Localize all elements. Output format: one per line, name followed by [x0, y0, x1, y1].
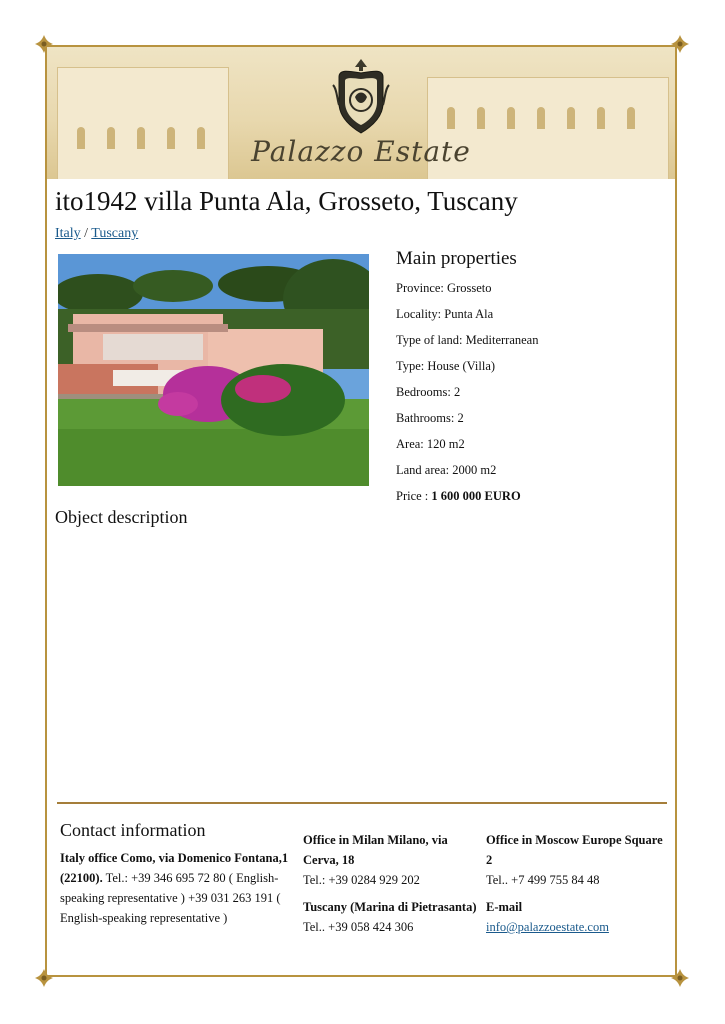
contact-divider	[57, 802, 667, 804]
window	[567, 107, 575, 129]
main-properties-heading: Main properties	[396, 248, 517, 269]
moscow-office-phone: Tel.. +7 499 755 84 48	[486, 873, 600, 887]
property-value: 2000 m2	[452, 463, 497, 477]
property-label: Province:	[396, 281, 444, 295]
property-row-bedrooms	[396, 384, 666, 410]
property-value: House (Villa)	[427, 359, 496, 373]
breadcrumb-link-italy[interactable]: Italy	[55, 226, 81, 241]
breadcrumb-separator: /	[84, 226, 89, 241]
price-label: Price :	[396, 489, 429, 503]
window	[627, 107, 635, 129]
property-value: Grosseto	[447, 281, 492, 295]
property-row-price	[396, 488, 666, 514]
window	[507, 107, 515, 129]
window	[537, 107, 545, 129]
property-label: Bedrooms:	[396, 385, 451, 399]
property-row-bathrooms	[396, 410, 666, 436]
corner-ornament-icon	[669, 967, 691, 989]
window	[477, 107, 485, 129]
crest-logo-icon	[329, 55, 393, 137]
property-value: 2	[457, 411, 464, 425]
moscow-office-address: Office in Moscow Europe Square 2	[486, 833, 663, 867]
property-value: 2	[453, 385, 461, 399]
window	[447, 107, 455, 129]
object-description-heading: Object description	[55, 507, 188, 527]
property-row-type	[396, 358, 666, 384]
tuscany-office-address: Tuscany (Marina di Pietrasanta)	[303, 900, 477, 914]
tuscany-office-phone: Tel.. +39 058 424 306	[303, 920, 414, 934]
italy-office-phone: Tel.: +39 346 695 72 80 ( English-speaking representative ) +39 031 263 191 ( English-speaking representative )	[60, 871, 281, 925]
property-value: 120 m2	[426, 437, 465, 451]
contact-information	[60, 818, 300, 928]
milan-office-phone: Tel.: +39 0284 929 202	[303, 873, 420, 887]
milan-office-address: Office in Milan Milano, via Cerva, 18	[303, 833, 448, 867]
email-label: E-mail	[486, 900, 523, 914]
property-label: Locality:	[396, 307, 442, 321]
property-row-type-of-land	[396, 332, 666, 358]
property-row-locality	[396, 306, 666, 332]
price-value: 1 600 000 EURO	[431, 489, 521, 503]
contact-heading: Contact information	[60, 820, 206, 840]
window	[597, 107, 605, 129]
property-row-land-area	[396, 462, 666, 488]
email-link[interactable]: info@palazzoestate.com	[486, 920, 609, 934]
property-label: Area:	[396, 437, 424, 451]
property-value: Punta Ala	[444, 307, 494, 321]
breadcrumb-link-tuscany[interactable]: Tuscany	[91, 226, 139, 241]
milan-tuscany-offices	[303, 830, 485, 937]
property-photo	[58, 254, 369, 486]
breadcrumb	[55, 226, 138, 242]
property-label: Bathrooms:	[396, 411, 455, 425]
property-value: Mediterranean	[465, 333, 539, 347]
property-row-province	[396, 280, 666, 306]
italy-office-address: Italy office Como, via Domenico Fontana,1 (22100).	[60, 851, 289, 885]
corner-ornament-icon	[33, 967, 55, 989]
moscow-office-email	[486, 830, 666, 937]
property-row-area	[396, 436, 666, 462]
main-properties	[396, 248, 666, 514]
header-banner	[47, 47, 675, 179]
property-label: Type:	[396, 359, 425, 373]
brand-logo-text: Palazzo Estate	[251, 135, 471, 168]
property-label: Land area:	[396, 463, 450, 477]
property-label: Type of land:	[396, 333, 463, 347]
page-title: ito1942 villa Punta Ala, Grosseto, Tuscany	[55, 186, 518, 216]
